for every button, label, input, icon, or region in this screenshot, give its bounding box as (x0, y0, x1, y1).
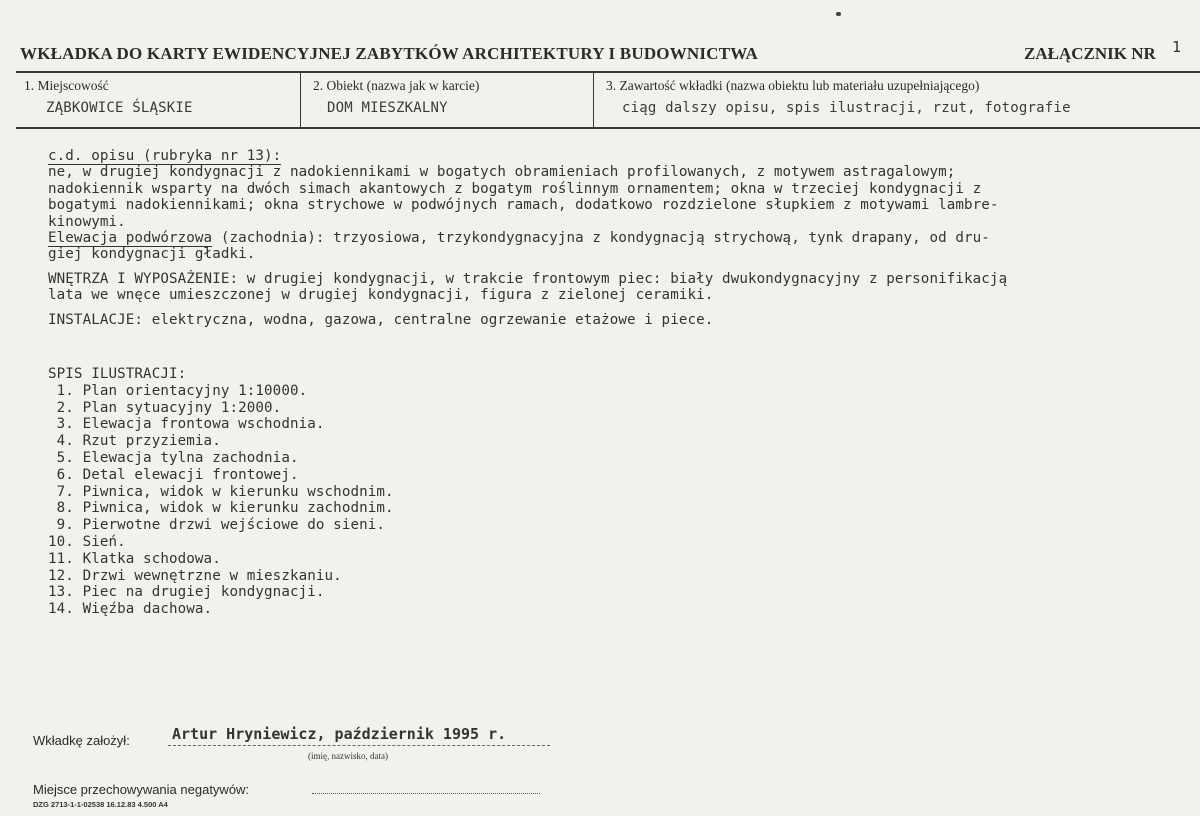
field-divider-2 (593, 73, 594, 127)
interiors-line: lata we wnęce umieszczonej w drugiej kondygnacji, figura z zielonej ceramiki. (48, 287, 714, 304)
description-block (48, 148, 1168, 328)
annex-number: 1 (1172, 38, 1182, 56)
header-top-rule (16, 71, 1200, 73)
installations-line: INSTALACJE: elektryczna, wodna, gazowa, centralne ogrzewanie etażowe i piece. (48, 311, 714, 328)
signature-value: Artur Hryniewicz, październik 1995 r. (172, 725, 507, 743)
header-bottom-rule (16, 127, 1200, 129)
illustrations-list (48, 366, 394, 618)
field-divider-1 (300, 73, 301, 127)
form-title: WKŁADKA DO KARTY EWIDENCYJNEJ ZABYTKÓW ARCHITEKTURY I BUDOWNICTWA (20, 44, 759, 63)
list-item: 13. Piec na drugiej kondygnacji. (48, 584, 325, 601)
signature-caption: (imię, nazwisko, data) (308, 751, 388, 761)
desc-line: giej kondygnacji gładki. (48, 246, 256, 263)
desc-line: kinowymi. (48, 213, 126, 230)
list-item: 1. Plan orientacyjny 1:10000. (48, 382, 308, 399)
illustrations-heading: SPIS ILUSTRACJI: (48, 366, 187, 382)
list-item: 2. Plan sytuacyjny 1:2000. (48, 399, 282, 416)
interiors-line: WNĘTRZA I WYPOSAŻENIE: w drugiej kondygnacji, w trakcie frontowym piec: biały dwukondygnacyjny z personifikacją (48, 270, 1008, 287)
object-value: DOM MIESZKALNY (327, 100, 448, 116)
locality-value: ZĄBKOWICE ŚLĄSKIE (46, 100, 193, 116)
list-item: 9. Pierwotne drzwi wejściowe do sieni. (48, 517, 386, 534)
content-value: ciąg dalszy opisu, spis ilustracji, rzut, fotografie (622, 100, 1071, 116)
list-item: 11. Klatka schodowa. (48, 550, 221, 567)
list-item: 5. Elewacja tylna zachodnia. (48, 449, 299, 466)
list-item: 12. Drzwi wewnętrzne w mieszkaniu. (48, 567, 342, 584)
list-item: 6. Detal elewacji frontowej. (48, 466, 299, 483)
annex-label: ZAŁĄCZNIK NR (1024, 44, 1156, 63)
desc-line: nadokiennik wsparty na dwóch simach akantowych z bogatym roślinnym ornamentem; okna w trzeciej kondygnacji z (48, 180, 982, 197)
list-item: 10. Sień. (48, 533, 126, 550)
negatives-label: Miejsce przechowywania negatywów: (33, 782, 250, 797)
locality-label: 1. Miejscowość (24, 78, 109, 93)
description-heading: c.d. opisu (rubryka nr 13): (48, 148, 282, 164)
list-item: 4. Rzut przyziemia. (48, 433, 221, 450)
desc-line: ne, w drugiej kondygnacji z nadokiennikami w bogatych obramieniach profilowanych, z motywem astragalowym; (48, 164, 956, 181)
rear-elevation-label: Elewacja podwórzowa (48, 230, 213, 247)
paper-speck (836, 12, 841, 16)
rear-elevation-line: Elewacja podwórzowa (zachodnia): trzyosiowa, trzykondygnacyjna z kondygnacją strychową, tynk drapany, od dru- (48, 230, 990, 247)
list-item: 8. Piwnica, widok w kierunku zachodnim. (48, 500, 394, 517)
signature-label: Wkładkę założył: (33, 733, 130, 748)
list-item: 14. Więźba dachowa. (48, 601, 213, 618)
desc-line: bogatymi nadokiennikami; okna strychowe w podwójnych ramach, dodatkowo rozdzielone słupkiem z motywami lambre- (48, 197, 999, 214)
negatives-field-line (312, 793, 540, 794)
object-label: 2. Obiekt (nazwa jak w karcie) (313, 78, 480, 93)
content-label: 3. Zawartość wkładki (nazwa obiektu lub materiału uzupełniającego) (606, 78, 980, 93)
signature-underline (168, 745, 550, 746)
list-item: 3. Elewacja frontowa wschodnia. (48, 416, 325, 433)
print-code: DZG 2713-1-1-02538 16.12.83 4.500 A4 (33, 800, 168, 809)
list-item: 7. Piwnica, widok w kierunku wschodnim. (48, 483, 394, 500)
